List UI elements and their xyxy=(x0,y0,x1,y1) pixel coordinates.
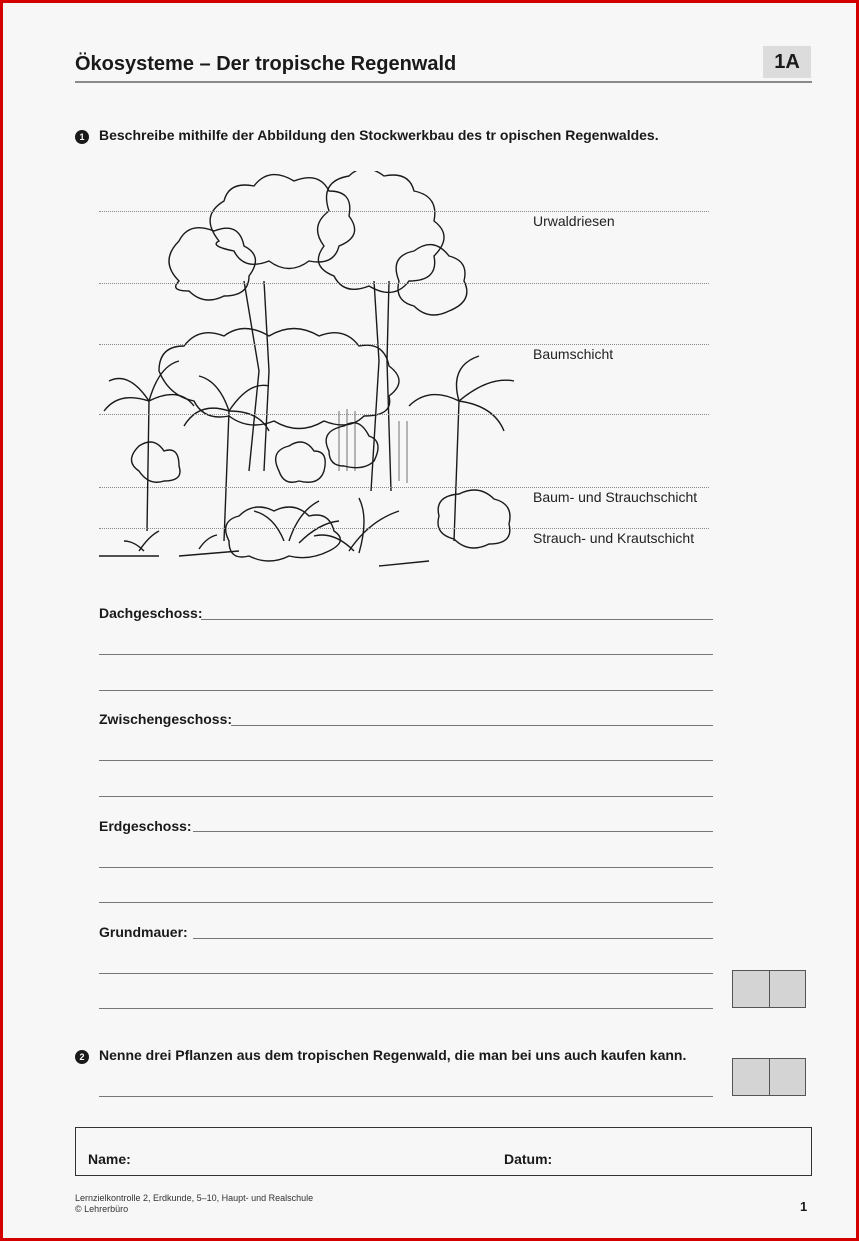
layer-label-strauch-krautschicht: Strauch- und Krautschicht xyxy=(533,530,695,546)
layer-guide-line xyxy=(99,344,709,345)
answer-line[interactable] xyxy=(201,619,713,620)
answer-line[interactable] xyxy=(99,690,713,691)
answer-line[interactable] xyxy=(99,1008,713,1009)
layer-guide-line xyxy=(99,487,709,488)
layer-guide-line xyxy=(99,414,709,415)
layer-guide-line xyxy=(99,528,709,529)
name-label: Name: xyxy=(88,1151,131,1167)
score-box-task-2[interactable] xyxy=(732,1058,806,1096)
layer-guide-line xyxy=(99,211,709,212)
answer-line[interactable] xyxy=(99,867,713,868)
layer-label-baumschicht: Baumschicht xyxy=(533,346,614,362)
date-label: Datum: xyxy=(504,1151,553,1167)
field-label-zwischengeschoss: Zwischengeschoss: xyxy=(99,711,233,727)
page-number: 1 xyxy=(800,1199,808,1214)
name-date-box xyxy=(75,1127,812,1176)
answer-line[interactable] xyxy=(231,725,713,726)
answer-line[interactable] xyxy=(99,654,713,655)
answer-line[interactable] xyxy=(99,760,713,761)
footer-line-2: © Lehrerbüro xyxy=(75,1204,129,1214)
answer-line[interactable] xyxy=(193,831,713,832)
task-2-number-icon: 2 xyxy=(75,1050,89,1064)
layer-label-baum-strauchschicht: Baum- und Strauchschicht xyxy=(533,489,698,505)
layer-label-urwaldriesen: Urwaldriesen xyxy=(533,213,615,229)
field-label-dachgeschoss: Dachgeschoss: xyxy=(99,605,203,621)
task-1-number-icon: 1 xyxy=(75,130,89,144)
score-box-task-1[interactable] xyxy=(732,970,806,1008)
field-label-grundmauer: Grundmauer: xyxy=(99,924,188,940)
layer-guide-line xyxy=(99,283,709,284)
footer-source xyxy=(75,1193,313,1215)
answer-line[interactable] xyxy=(99,1096,713,1097)
rainforest-illustration xyxy=(99,171,519,573)
level-badge: 1A xyxy=(763,46,811,78)
field-label-erdgeschoss: Erdgeschoss: xyxy=(99,818,192,834)
page-title: Ökosysteme – Der tropische Regenwald xyxy=(75,53,457,75)
answer-line[interactable] xyxy=(99,902,713,903)
answer-line[interactable] xyxy=(193,938,713,939)
answer-line[interactable] xyxy=(99,973,713,974)
task-1-text: Beschreibe mithilfe der Abbildung den Stockwerkbau des tr opischen Regenwaldes. xyxy=(99,127,659,143)
task-2-text: Nenne drei Pflanzen aus dem tropischen Regenwald, die man bei uns auch kaufen kann. xyxy=(99,1047,687,1063)
title-rule xyxy=(75,81,812,83)
footer-line-1: Lernzielkontrolle 2, Erdkunde, 5–10, Haupt- und Realschule xyxy=(75,1193,314,1203)
answer-line[interactable] xyxy=(99,796,713,797)
